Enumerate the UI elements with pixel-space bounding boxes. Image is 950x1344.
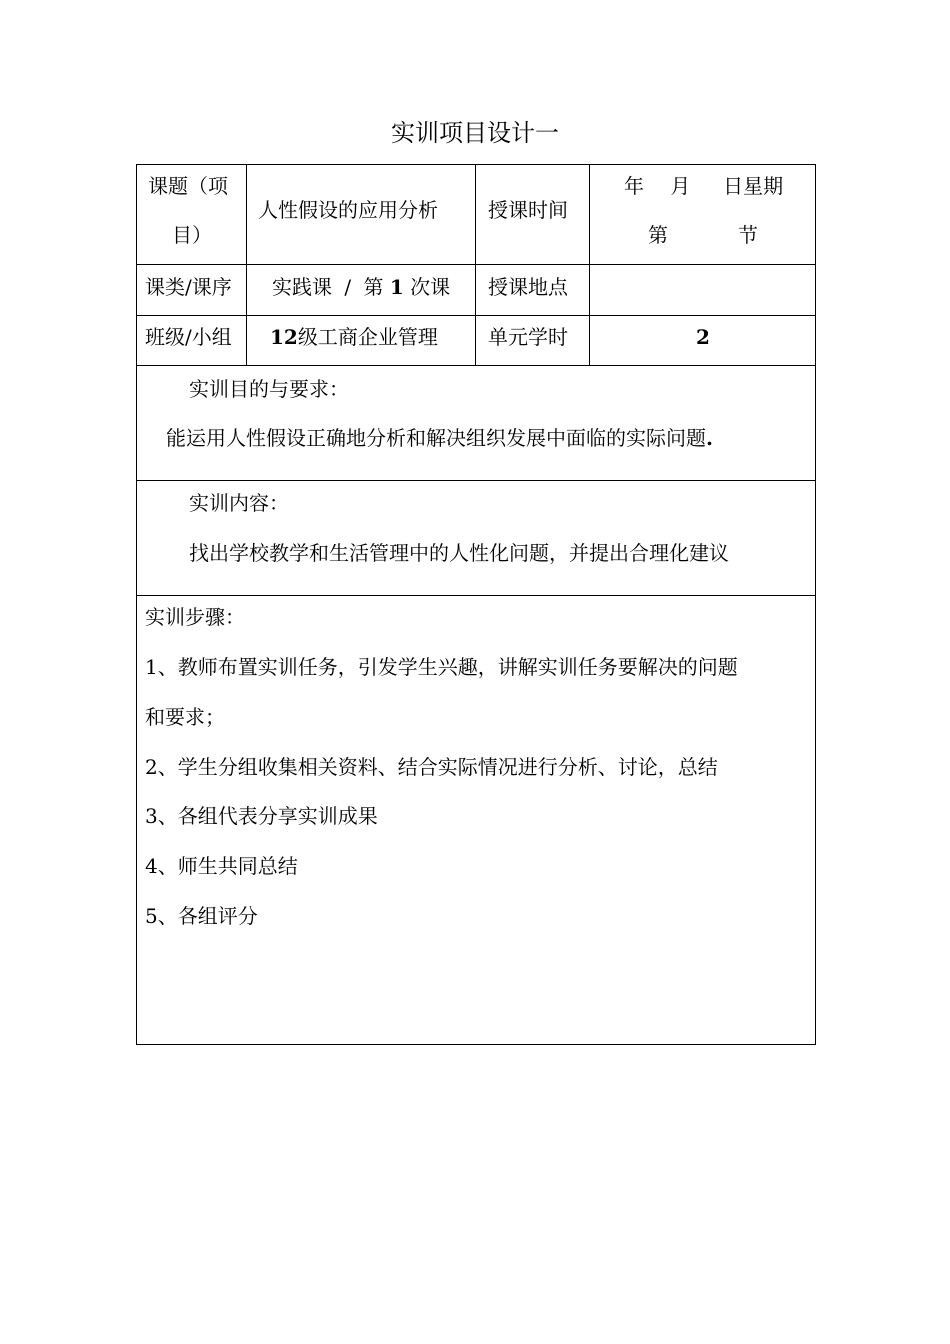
document-title: 实训项目设计一 (391, 119, 559, 147)
objective-text (166, 423, 713, 453)
hours-label: 单元学时 (488, 325, 568, 349)
objective-text-main: 能运用人性假设正确地分析和解决组织发展中面临的实际问题 (166, 426, 706, 450)
place-label: 授课地点 (488, 275, 568, 299)
class-name: 级工商企业管理 (297, 325, 438, 349)
time-period-b: 节 (738, 223, 758, 247)
topic-value: 人性假设的应用分析 (258, 198, 438, 222)
objective-label: 实训目的与要求： (189, 377, 349, 401)
class-year: 12 (270, 325, 298, 349)
course-type-suffix: 次课 (410, 275, 451, 299)
step-line-1-cont: 和要求； (145, 705, 225, 729)
class-label: 班级/小组 (145, 325, 232, 349)
course-type-value (272, 272, 450, 302)
row-divider-4 (136, 480, 816, 481)
objective-text-period: . (706, 426, 713, 450)
step-line-3: 3、各组代表分享实训成果 (145, 804, 378, 828)
step-line-4: 4、师生共同总结 (145, 854, 298, 878)
step-line-2: 2、学生分组收集相关资料、结合实际情况进行分析、讨论，总结 (145, 755, 718, 779)
hours-value: 2 (696, 325, 710, 349)
time-date-line: 年 月 日星期 (624, 174, 784, 198)
col-divider-3 (589, 164, 590, 366)
row-divider-1 (136, 264, 816, 265)
steps-label: 实训步骤： (145, 605, 245, 629)
step-line-5: 5、各组评分 (145, 904, 258, 928)
col-divider-1 (246, 164, 247, 366)
class-value (270, 322, 438, 352)
time-label: 授课时间 (488, 198, 568, 222)
time-period-a: 第 (648, 223, 668, 247)
content-label: 实训内容： (189, 491, 289, 515)
step-line-1: 1、教师布置实训任务，引发学生兴趣，讲解实训任务要解决的问题 (145, 655, 738, 679)
topic-label: 课题（项 (148, 174, 228, 198)
row-divider-3 (136, 365, 816, 366)
row-divider-2 (136, 315, 816, 316)
course-type-label: 课类/课序 (145, 275, 232, 299)
row-divider-5 (136, 595, 816, 596)
course-type-prefix: 实践课 / 第 (272, 275, 384, 299)
content-text: 找出学校教学和生活管理中的人性化问题，并提出合理化建议 (189, 541, 729, 565)
course-number: 1 (389, 275, 404, 299)
topic-label-cont: 目） (172, 223, 212, 247)
col-divider-2 (475, 164, 476, 366)
